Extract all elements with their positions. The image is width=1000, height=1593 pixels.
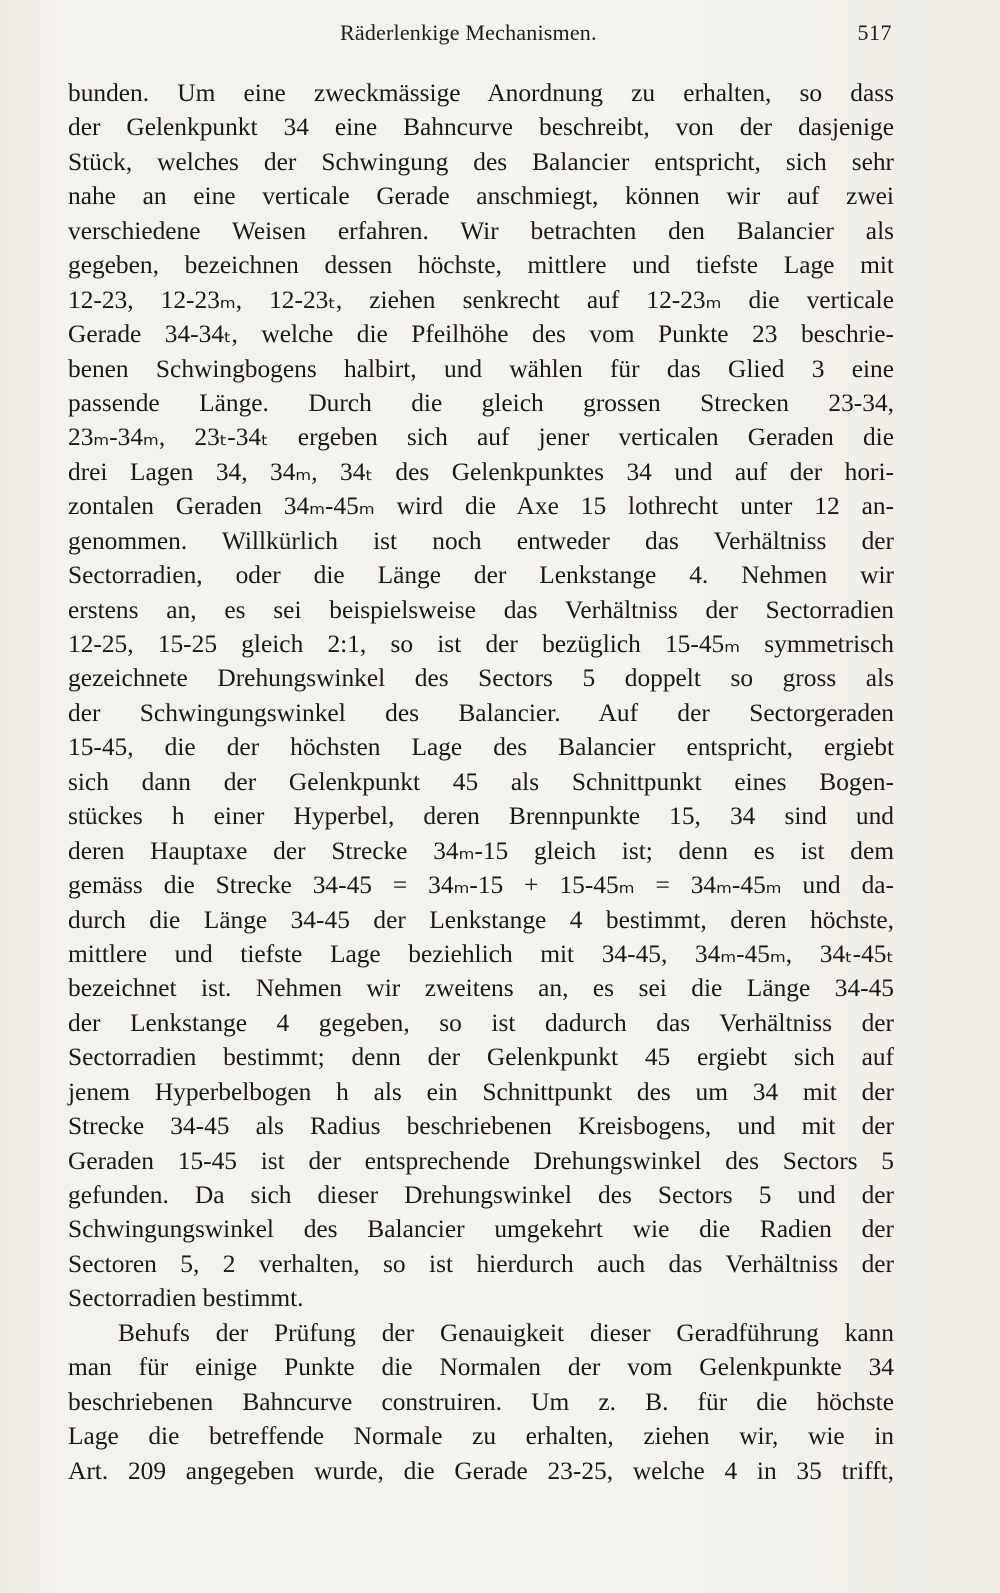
text-line: gemäss die Strecke 34-45 = 34ₘ-15 + 15-45ₘ = 34ₘ-45ₘ und da-: [68, 871, 894, 900]
text-line: mittlere und tiefste Lage beziehlich mit 34-45, 34ₘ-45ₘ, 34ₜ-45ₜ: [68, 939, 894, 968]
text-line: bunden. Um eine zweckmässige Anordnung zu erhalten, so dass: [68, 79, 894, 107]
text-line: Lage die betreffende Normale zu erhalten, ziehen wir, wie in: [68, 1422, 894, 1451]
text-line: passende Länge. Durch die gleich grossen Strecken 23-34,: [68, 388, 894, 417]
running-title: Räderlenkige Mechanismen.: [340, 20, 597, 45]
text-line: Sectorradien bestimmt; denn der Gelenkpunkt 45 ergiebt sich auf: [68, 1043, 894, 1072]
text-line: 15-45, die der höchsten Lage des Balancier entspricht, ergiebt: [68, 733, 894, 762]
text-line: Art. 209 angegeben wurde, die Gerade 23-25, welche 4 in 35 trifft,: [68, 1456, 894, 1485]
text-line: 23ₘ-34ₘ, 23ₜ-34ₜ ergeben sich auf jener verticalen Geraden die: [68, 423, 894, 452]
text-line: deren Hauptaxe der Strecke 34ₘ-15 gleich ist; denn es ist dem: [68, 836, 894, 865]
text-line: der Gelenkpunkt 34 eine Bahncurve beschreibt, von der dasjenige: [68, 113, 894, 142]
text-line: benen Schwingbogens halbirt, und wählen für das Glied 3 eine: [68, 354, 894, 383]
text-line: man für einige Punkte die Normalen der vom Gelenkpunkte 34: [68, 1353, 894, 1382]
body-text: [68, 76, 894, 1488]
running-header: [70, 16, 892, 56]
text-line: Stück, welches der Schwingung des Balancier entspricht, sich sehr: [68, 147, 894, 176]
text-line: erstens an, es sei beispielsweise das Verhältniss der Sectorradien: [68, 595, 894, 624]
text-line: beschriebenen Bahncurve construiren. Um z. B. für die höchste: [68, 1387, 894, 1416]
text-line: Schwingungswinkel des Balancier umgekehrt wie die Radien der: [68, 1215, 894, 1244]
text-line: der Lenkstange 4 gegeben, so ist dadurch das Verhältniss der: [68, 1008, 894, 1037]
text-line: bezeichnet ist. Nehmen wir zweitens an, es sei die Länge 34-45: [68, 974, 894, 1003]
text-line: genommen. Willkürlich ist noch entweder das Verhältniss der: [68, 526, 894, 555]
text-line: jenem Hyperbelbogen h als ein Schnittpunkt des um 34 mit der: [68, 1077, 894, 1106]
text-line: Sectorradien, oder die Länge der Lenkstange 4. Nehmen wir: [68, 561, 894, 590]
text-line: gegeben, bezeichnen dessen höchste, mittlere und tiefste Lage mit: [68, 251, 894, 280]
text-line: Strecke 34-45 als Radius beschriebenen Kreisbogens, und mit der: [68, 1112, 894, 1141]
text-line: nahe an eine verticale Gerade anschmiegt, können wir auf zwei: [68, 182, 894, 211]
text-line: Gerade 34-34ₜ, welche die Pfeilhöhe des vom Punkte 23 beschrie-: [68, 320, 894, 349]
text-line: sich dann der Gelenkpunkt 45 als Schnittpunkt eines Bogen-: [68, 767, 894, 796]
text-line: 12-23, 12-23ₘ, 12-23ₜ, ziehen senkrecht auf 12-23ₘ die verticale: [68, 285, 894, 314]
paragraph-start-line: Behufs der Prüfung der Genauigkeit dieser Geradführung kann: [118, 1318, 894, 1347]
text-line: verschiedene Weisen erfahren. Wir betrachten den Balancier als: [68, 216, 894, 245]
text-line: Geraden 15-45 ist der entsprechende Drehungswinkel des Sectors 5: [68, 1146, 894, 1175]
text-line: stückes h einer Hyperbel, deren Brennpunkte 15, 34 sind und: [68, 802, 894, 831]
text-line: der Schwingungswinkel des Balancier. Auf der Sectorgeraden: [68, 698, 894, 727]
text-line: gefunden. Da sich dieser Drehungswinkel des Sectors 5 und der: [68, 1181, 894, 1209]
text-line: Sectoren 5, 2 verhalten, so ist hierdurch auch das Verhältniss der: [68, 1249, 894, 1278]
page-number: 517: [857, 20, 892, 45]
paragraph-end-line: Sectorradien bestimmt.: [68, 1284, 304, 1313]
text-line: 12-25, 15-25 gleich 2:1, so ist der bezüglich 15-45ₘ symmetrisch: [68, 630, 894, 658]
text-line: durch die Länge 34-45 der Lenkstange 4 bestimmt, deren höchste,: [68, 905, 894, 934]
text-line: gezeichnete Drehungswinkel des Sectors 5 doppelt so gross als: [68, 664, 894, 693]
text-line: zontalen Geraden 34ₘ-45ₘ wird die Axe 15 lothrecht unter 12 an-: [68, 492, 894, 521]
text-line: drei Lagen 34, 34ₘ, 34ₜ des Gelenkpunktes 34 und auf der hori-: [68, 457, 894, 486]
